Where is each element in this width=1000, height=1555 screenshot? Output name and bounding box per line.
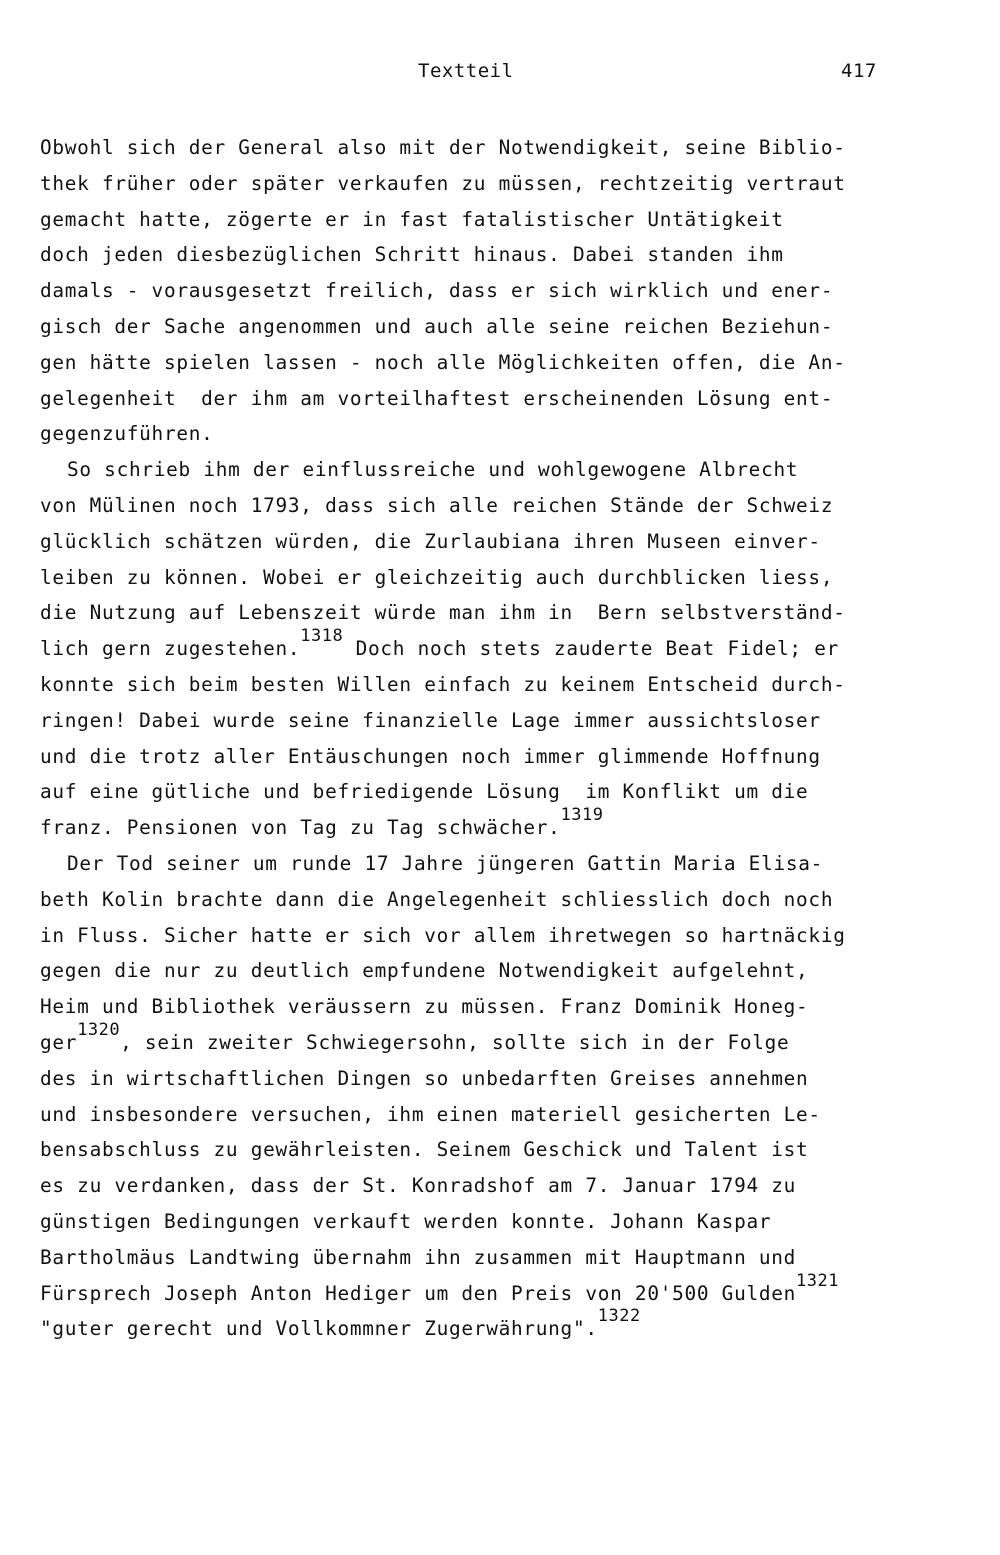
text-line: gen hätte spielen lassen - noch alle Möglichkeiten offen, die An- <box>40 350 846 374</box>
text-line: des in wirtschaftlichen Dingen so unbedarften Greises annehmen <box>40 1066 809 1090</box>
page-number: 417 <box>841 60 877 82</box>
text-line: leiben zu können. Wobei er gleichzeitig auch durchblicken liess, <box>40 565 834 589</box>
text-line: von Mülinen noch 1793, dass sich alle reichen Stände der Schweiz <box>40 493 834 517</box>
footnote-ref-1321: 1321 <box>796 1270 839 1291</box>
text-segment: ger <box>40 1030 78 1054</box>
text-line: ringen! Dabei wurde seine finanzielle Lage immer aussichtsloser <box>40 708 821 732</box>
text-line: gelegenheit der ihm am vorteilhaftest erscheinenden Lösung ent- <box>40 386 834 410</box>
text-line: gisch der Sache angenommen und auch alle seine reichen Beziehun- <box>40 314 834 338</box>
text-line <box>40 1270 930 1312</box>
text-line: es zu verdanken, dass der St. Konradshof am 7. Januar 1794 zu <box>40 1174 797 1198</box>
text-line <box>40 1019 930 1061</box>
text-line <box>40 1306 930 1347</box>
footnote-ref-1318: 1318 <box>300 626 344 647</box>
running-header-title: Textteil <box>418 60 514 82</box>
body-text <box>40 130 930 1347</box>
text-segment: , sein zweiter Schwiegersohn, sollte sich in der Folge <box>120 1030 790 1054</box>
text-line: Heim und Bibliothek veräussern zu müssen. Franz Dominik Honeg- <box>40 995 809 1019</box>
text-line: glücklich schätzen würden, die Zurlaubiana ihren Museen einver- <box>40 529 821 553</box>
text-line: gegenzuführen. <box>40 422 214 446</box>
text-line <box>40 805 930 846</box>
text-line: Bartholmäus Landtwing übernahm ihn zusammen mit Hauptmann und <box>40 1245 797 1269</box>
paragraph-start-line: So schrieb ihm der einflussreiche und wohlgewogene Albrecht <box>67 458 799 482</box>
text-line: und die trotz aller Entäuschungen noch immer glimmende Hoffnung <box>40 744 821 768</box>
text-segment: Doch noch stets zauderte Beat Fidel; er <box>343 637 839 661</box>
text-line: beth Kolin brachte dann die Angelegenheit schliesslich doch noch <box>40 887 834 911</box>
paragraph-start-line: Der Tod seiner um runde 17 Jahre jüngeren Gattin Maria Elisa- <box>67 851 824 875</box>
text-line: damals - vorausgesetzt freilich, dass er sich wirklich und ener- <box>40 279 834 303</box>
text-line: Obwohl sich der General also mit der Notwendigkeit, seine Biblio- <box>40 136 846 159</box>
text-line: auf eine gütliche und befriedigende Lösung im Konflikt um die <box>40 780 809 804</box>
text-line: thek früher oder später verkaufen zu müssen, rechtzeitig vertraut <box>40 171 846 195</box>
text-line <box>40 626 930 667</box>
text-line: doch jeden diesbezüglichen Schritt hinaus. Dabei standen ihm <box>40 243 784 267</box>
text-line: gemacht hatte, zögerte er in fast fatalistischer Untätigkeit <box>40 207 784 231</box>
text-segment: lich gern zugestehen. <box>40 637 301 661</box>
footnote-ref-1322: 1322 <box>597 1306 641 1327</box>
text-segment: Fürsprech Joseph Anton Hediger um den Preis von 20'500 Gulden <box>40 1281 797 1305</box>
footnote-ref-1320: 1320 <box>77 1019 121 1040</box>
text-line: bensabschluss zu gewährleisten. Seinem Geschick und Talent ist <box>40 1138 809 1162</box>
text-line: und insbesondere versuchen, ihm einen materiell gesicherten Le- <box>40 1102 821 1126</box>
text-segment: franz. Pensionen von Tag zu Tag schwächer. <box>40 816 561 840</box>
text-line: in Fluss. Sicher hatte er sich vor allem ihretwegen so hartnäckig <box>40 923 846 947</box>
text-line: günstigen Bedingungen verkauft werden konnte. Johann Kaspar <box>40 1209 772 1233</box>
footnote-ref-1319: 1319 <box>560 805 604 826</box>
text-line: konnte sich beim besten Willen einfach zu keinem Entscheid durch- <box>40 672 846 696</box>
text-line: die Nutzung auf Lebenszeit würde man ihm in Bern selbstverständ- <box>40 601 846 625</box>
text-segment: "guter gerecht und Vollkommner Zugerwährung". <box>40 1317 598 1341</box>
text-line: gegen die nur zu deutlich empfundene Notwendigkeit aufgelehnt, <box>40 959 809 983</box>
